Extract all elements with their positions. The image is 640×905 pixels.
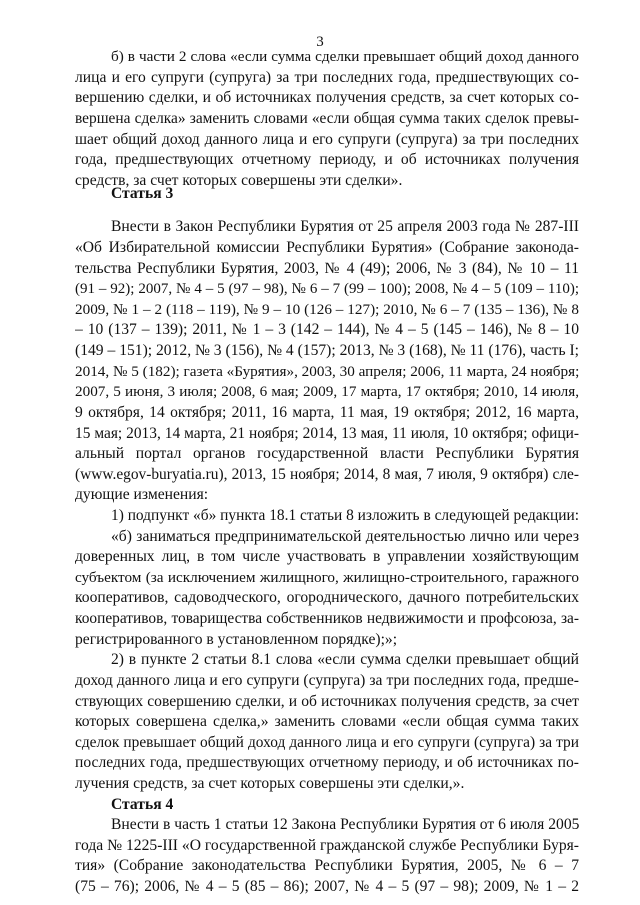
text-line: 9 октября, 14 октября; 2011, 16 марта, 11 мая, 19 октября; 2012, 16 марта, <box>75 403 579 421</box>
text-line: последних года, предшествующих отчетному периоду, и об источниках по- <box>75 754 579 772</box>
text-line: вершена сделка» заменить словами «если общая сумма таких сделок превы- <box>75 109 579 127</box>
text-line: субъектом (за исключением жилищного, жилищно-строительного, гаражного <box>75 568 579 586</box>
text-line: лучения средств, за счет которых совершены эти сделки,». <box>75 774 465 792</box>
text-line: альный портал органов государственной власти Республики Бурятия <box>75 445 579 463</box>
text-line: тельства Республики Бурятия, 2003, № 4 (49); 2006, № 3 (84), № 10 – 11 <box>75 259 579 277</box>
text-line: 2014, № 5 (182); газета «Бурятия», 2003, 30 апреля; 2006, 11 марта, 24 ноября; <box>75 362 579 380</box>
text-line: дующие изменения: <box>75 486 209 504</box>
text-line: сделок превышает общий доход данного лица и его супруги (супруга) за три <box>75 733 579 751</box>
text-line: 1) подпункт «б» пункта 18.1 статьи 8 изложить в следующей редакции: <box>111 506 579 524</box>
text-line: года, предшествующих отчетному периоду, и об источниках получения <box>75 151 579 169</box>
article-3-heading: Статья 3 <box>111 185 174 203</box>
text-line: тия» (Собрание законодательства Республики Бурятия, 2005, № 6 – 7 <box>75 857 579 875</box>
text-line: 2) в пункте 2 статьи 8.1 слова «если сумма сделки превышает общий <box>111 651 579 669</box>
text-line: доход данного лица и его супруги (супруга) за три последних года, предше- <box>75 671 579 689</box>
text-line: Внести в Закон Республики Бурятия от 25 апреля 2003 года № 287-III <box>111 218 579 236</box>
text-line: б) в части 2 слова «если сумма сделки превышает общий доход данного <box>111 48 579 65</box>
page-number: 3 <box>316 34 324 50</box>
text-line: кооперативов, садоводческого, огороднического, дачного потребительских <box>75 589 579 607</box>
text-line: (75 – 76); 2006, № 4 – 5 (85 – 86); 2007, № 4 – 5 (97 – 98); 2009, № 1 – 2 <box>75 878 579 895</box>
text-line: лица и его супруги (супруга) за три последних года, предшествующих со- <box>75 68 579 86</box>
text-line: (149 – 151); 2012, № 3 (156), № 4 (157); 2013, № 3 (168), № 11 (176), часть I; <box>75 342 579 359</box>
text-line: вершению сделки, и об источниках получения средств, за счет которых со- <box>75 89 579 107</box>
text-line: «б) заниматься предпринимательской деятельностью лично или через <box>111 527 579 545</box>
text-line: шает общий доход данного лица и его супруги (супруга) за три последних <box>75 130 579 148</box>
text-line: кооперативов, товарищества собственников недвижимости и профсоюза, за- <box>75 610 579 627</box>
text-line: 2009, № 1 – 2 (118 – 119), № 9 – 10 (126 – 127); 2010, № 6 – 7 (135 – 136), № 8 <box>75 300 579 318</box>
text-line: регистрированного в установленном порядке);»; <box>75 630 398 648</box>
text-line: «Об Избирательной комиссии Республики Бурятия» (Собрание законода- <box>75 238 579 256</box>
text-line: – 10 (137 – 139); 2011, № 1 – 3 (142 – 144), № 4 – 5 (145 – 146), № 8 – 10 <box>75 321 579 339</box>
text-line: года № 1225-III «О государственной гражданской службе Республики Буря- <box>75 836 579 854</box>
text-line: 2007, 5 июня, 3 июля; 2008, 6 мая; 2009, 17 марта, 17 октября; 2010, 14 июля, <box>75 383 579 401</box>
text-line: доверенных лиц, в том числе участвовать в управлении хозяйствующим <box>75 548 579 566</box>
text-line: которых совершена сделка,» заменить словами «если общая сумма таких <box>75 713 579 731</box>
text-line: Внести в часть 1 статьи 12 Закона Республики Бурятия от 6 июля 2005 <box>111 816 579 834</box>
text-line: ствующих совершению сделки, и об источниках получения средств, за счет <box>75 692 579 710</box>
article-4-heading: Статья 4 <box>111 795 174 813</box>
text-line: (91 – 92); 2007, № 4 – 5 (97 – 98), № 6 – 7 (99 – 100); 2008, № 4 – 5 (109 – 110); <box>75 281 579 298</box>
text-line: средств, за счет которых совершены эти сделки». <box>75 171 403 189</box>
text-line: 15 мая; 2013, 14 марта, 21 ноября; 2014, 13 мая, 11 июля, 10 октября; офици- <box>75 424 579 442</box>
text-line: (www.egov-buryatia.ru), 2013, 15 ноября; 2014, 8 мая, 7 июля, 9 октября) сле- <box>75 465 579 483</box>
